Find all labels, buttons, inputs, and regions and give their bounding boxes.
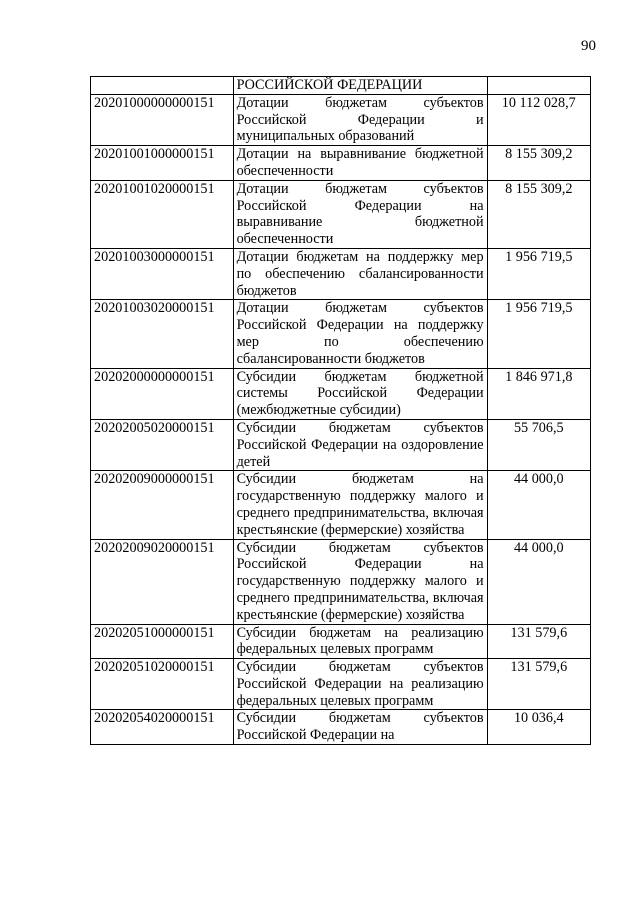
table-row	[91, 419, 591, 470]
code-cell: 20202051020000151	[91, 659, 234, 710]
name-cell: Субсидии бюджетам субъектов Российской Федерации на	[233, 710, 487, 745]
code-cell: 20201003000000151	[91, 248, 234, 299]
code-cell: 20201001020000151	[91, 180, 234, 248]
amount-cell: 1 956 719,5	[487, 248, 590, 299]
table-row	[91, 368, 591, 419]
name-cell: Дотации бюджетам субъектов Российской Федерации и муниципальных образований	[233, 94, 487, 145]
code-cell: 20202005020000151	[91, 419, 234, 470]
code-cell: 20201003020000151	[91, 300, 234, 368]
name-cell: Субсидии бюджетам субъектов Российской Федерации на оздоровление детей	[233, 419, 487, 470]
table-row	[91, 248, 591, 299]
name-cell: Субсидии бюджетам субъектов Российской Федерации на реализацию федеральных целевых программ	[233, 659, 487, 710]
table-row	[91, 659, 591, 710]
name-cell: Субсидии бюджетам на государственную поддержку малого и среднего предпринимательства, включая крестьянские (фермерские) хозяйства	[233, 471, 487, 539]
amount-cell: 8 155 309,2	[487, 180, 590, 248]
amount-cell: 55 706,5	[487, 419, 590, 470]
name-cell: РОССИЙСКОЙ ФЕДЕРАЦИИ	[233, 77, 487, 95]
table-row	[91, 77, 591, 95]
code-cell: 20202009020000151	[91, 539, 234, 624]
name-cell: Дотации бюджетам субъектов Российской Федерации на поддержку мер по обеспечению сбалансированности бюджетов	[233, 300, 487, 368]
page-number: 90	[581, 38, 596, 54]
name-cell: Дотации бюджетам на поддержку мер по обеспечению сбалансированности бюджетов	[233, 248, 487, 299]
name-cell: Субсидии бюджетам субъектов Российской Федерации на государственную поддержку малого и среднего предпринимательства, включая крестьянские (фермерские) хозяйства	[233, 539, 487, 624]
code-cell: 20201001000000151	[91, 146, 234, 181]
amount-cell	[487, 77, 590, 95]
code-cell: 20202009000000151	[91, 471, 234, 539]
amount-cell: 44 000,0	[487, 471, 590, 539]
code-cell: 20202000000000151	[91, 368, 234, 419]
table-row	[91, 180, 591, 248]
code-cell: 20201000000000151	[91, 94, 234, 145]
table-row	[91, 94, 591, 145]
table-row	[91, 710, 591, 745]
budget-table	[90, 76, 591, 745]
code-cell	[91, 77, 234, 95]
name-cell: Субсидии бюджетам на реализацию федеральных целевых программ	[233, 624, 487, 659]
table-row	[91, 146, 591, 181]
amount-cell: 10 036,4	[487, 710, 590, 745]
amount-cell: 10 112 028,7	[487, 94, 590, 145]
budget-table-body	[91, 77, 591, 745]
table-row	[91, 471, 591, 539]
amount-cell: 1 956 719,5	[487, 300, 590, 368]
name-cell: Дотации бюджетам субъектов Российской Федерации на выравнивание бюджетной обеспеченности	[233, 180, 487, 248]
table-row	[91, 539, 591, 624]
table-row	[91, 624, 591, 659]
code-cell: 20202054020000151	[91, 710, 234, 745]
code-cell: 20202051000000151	[91, 624, 234, 659]
name-cell: Субсидии бюджетам бюджетной системы Российской Федерации (межбюджетные субсидии)	[233, 368, 487, 419]
amount-cell: 8 155 309,2	[487, 146, 590, 181]
name-cell: Дотации на выравнивание бюджетной обеспеченности	[233, 146, 487, 181]
table-row	[91, 300, 591, 368]
amount-cell: 1 846 971,8	[487, 368, 590, 419]
amount-cell: 44 000,0	[487, 539, 590, 624]
amount-cell: 131 579,6	[487, 624, 590, 659]
amount-cell: 131 579,6	[487, 659, 590, 710]
